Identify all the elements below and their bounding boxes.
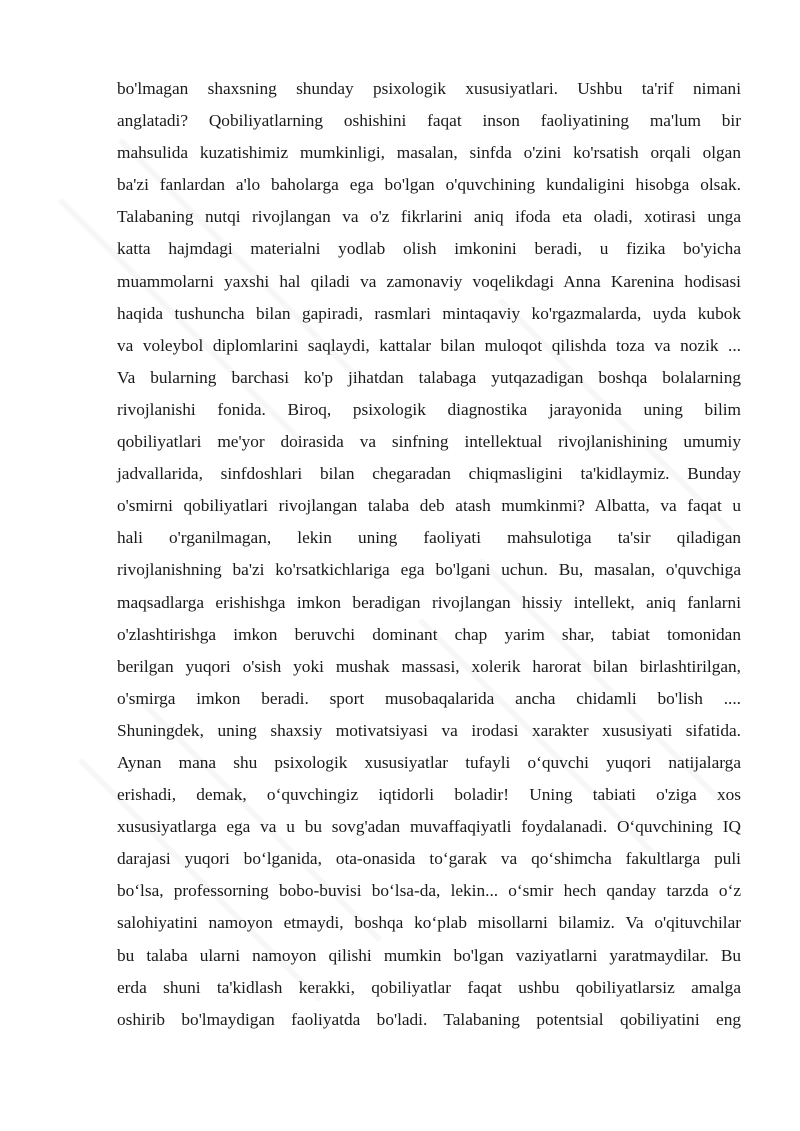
text-line: Aynan mana shu psixologik xususiyatlar tufayli o‘quvchi yuqori natijalarga: [117, 752, 741, 772]
text-line: jadvallarida, sinfdoshlari bilan chegaradan chiqmasligini ta'kidlaymiz. Bunday: [117, 464, 741, 484]
text-line: darajasi yuqori bo‘lganida, ota-onasida to‘garak va qo‘shimcha fakultlarga puli: [117, 849, 741, 869]
text-line: Va bularning barchasi ko'p jihatdan talabaga yutqazadigan boshqa bolalarning: [117, 367, 741, 387]
text-line: va voleybol diplomlarini saqlaydi, kattalar bilan muloqot qilishda toza va nozik ...: [117, 335, 741, 355]
text-line: Talabaning nutqi rivojlangan va o'z fikrlarini aniq ifoda eta oladi, xotirasi unga: [117, 207, 741, 227]
text-line: rivojlanishi fonida. Biroq, psixologik diagnostika jarayonida uning bilim: [117, 399, 741, 419]
text-line: erishadi, demak, o‘quvchingiz iqtidorli boladir! Uning tabiati o'ziga xos: [117, 785, 741, 805]
text-line: o'smirni qobiliyatlari rivojlangan talaba deb atash mumkinmi? Albatta, va faqat u: [117, 496, 741, 516]
text-line: maqsadlarga erishishga imkon beradigan rivojlangan hissiy intellekt, aniq fanlarni: [117, 592, 741, 612]
text-line: o'smirga imkon beradi. sport musobaqalarida ancha chidamli bo'lish ....: [117, 688, 741, 708]
text-line: ba'zi fanlardan a'lo baholarga ega bo'lgan o'quvchining kundaligini hisobga olsak.: [117, 175, 741, 195]
text-line: oshirib bo'lmaydigan faoliyatda bo'ladi. Talabaning potentsial qobiliyatini eng: [117, 1009, 741, 1029]
text-line: anglatadi? Qobiliyatlarning oshishini faqat inson faoliyatining ma'lum bir: [117, 111, 741, 131]
text-line: muammolarni yaxshi hal qiladi va zamonaviy voqelikdagi Anna Karenina hodisasi: [117, 271, 741, 291]
text-line: hali o'rganilmagan, lekin uning faoliyati mahsulotiga ta'sir qiladigan: [117, 528, 741, 548]
text-line: salohiyatini namoyon etmaydi, boshqa ko‘plab misollarni bilamiz. Va o'qituvchilar: [117, 913, 741, 933]
text-line: bo'lmagan shaxsning shunday psixologik xususiyatlari. Ushbu ta'rif nimani: [117, 79, 741, 98]
text-line: rivojlanishning ba'zi ko'rsatkichlariga ega bo'lgani uchun. Bu, masalan, o'quvchiga: [117, 560, 741, 580]
text-line: o'zlashtirishga imkon beruvchi dominant chap yarim shar, tabiat tomonidan: [117, 624, 741, 644]
text-line: Shuningdek, uning shaxsiy motivatsiyasi va irodasi xarakter xususiyati sifatida.: [117, 720, 741, 740]
text-line: xususiyatlarga ega va u bu sovg'adan muvaffaqiyatli foydalanadi. O‘quvchining IQ: [117, 817, 741, 837]
text-line: erda shuni ta'kidlash kerakki, qobiliyatlar faqat ushbu qobiliyatlarsiz amalga: [117, 977, 741, 997]
body-text: [117, 73, 741, 1036]
text-line: berilgan yuqori o'sish yoki mushak massasi, xolerik harorat bilan birlashtirilgan,: [117, 656, 741, 676]
text-line: haqida tushuncha bilan gapiradi, rasmlari mintaqaviy ko'rgazmalarda, uyda kubok: [117, 303, 741, 323]
text-line: qobiliyatlari me'yor doirasida va sinfning intellektual rivojlanishining umumiy: [117, 432, 741, 452]
text-line: bu talaba ularni namoyon qilishi mumkin bo'lgan vaziyatlarni yaratmaydilar. Bu: [117, 945, 741, 965]
text-line: mahsulida kuzatishimiz mumkinligi, masalan, sinfda o'zini ko'rsatish orqali olgan: [117, 143, 741, 163]
text-line: katta hajmdagi materialni yodlab olish imkonini beradi, u fizika bo'yicha: [117, 239, 741, 259]
text-line: bo‘lsa, professorning bobo-buvisi bo‘lsa-da, lekin... o‘smir hech qanday tarzda o‘z: [117, 881, 741, 901]
